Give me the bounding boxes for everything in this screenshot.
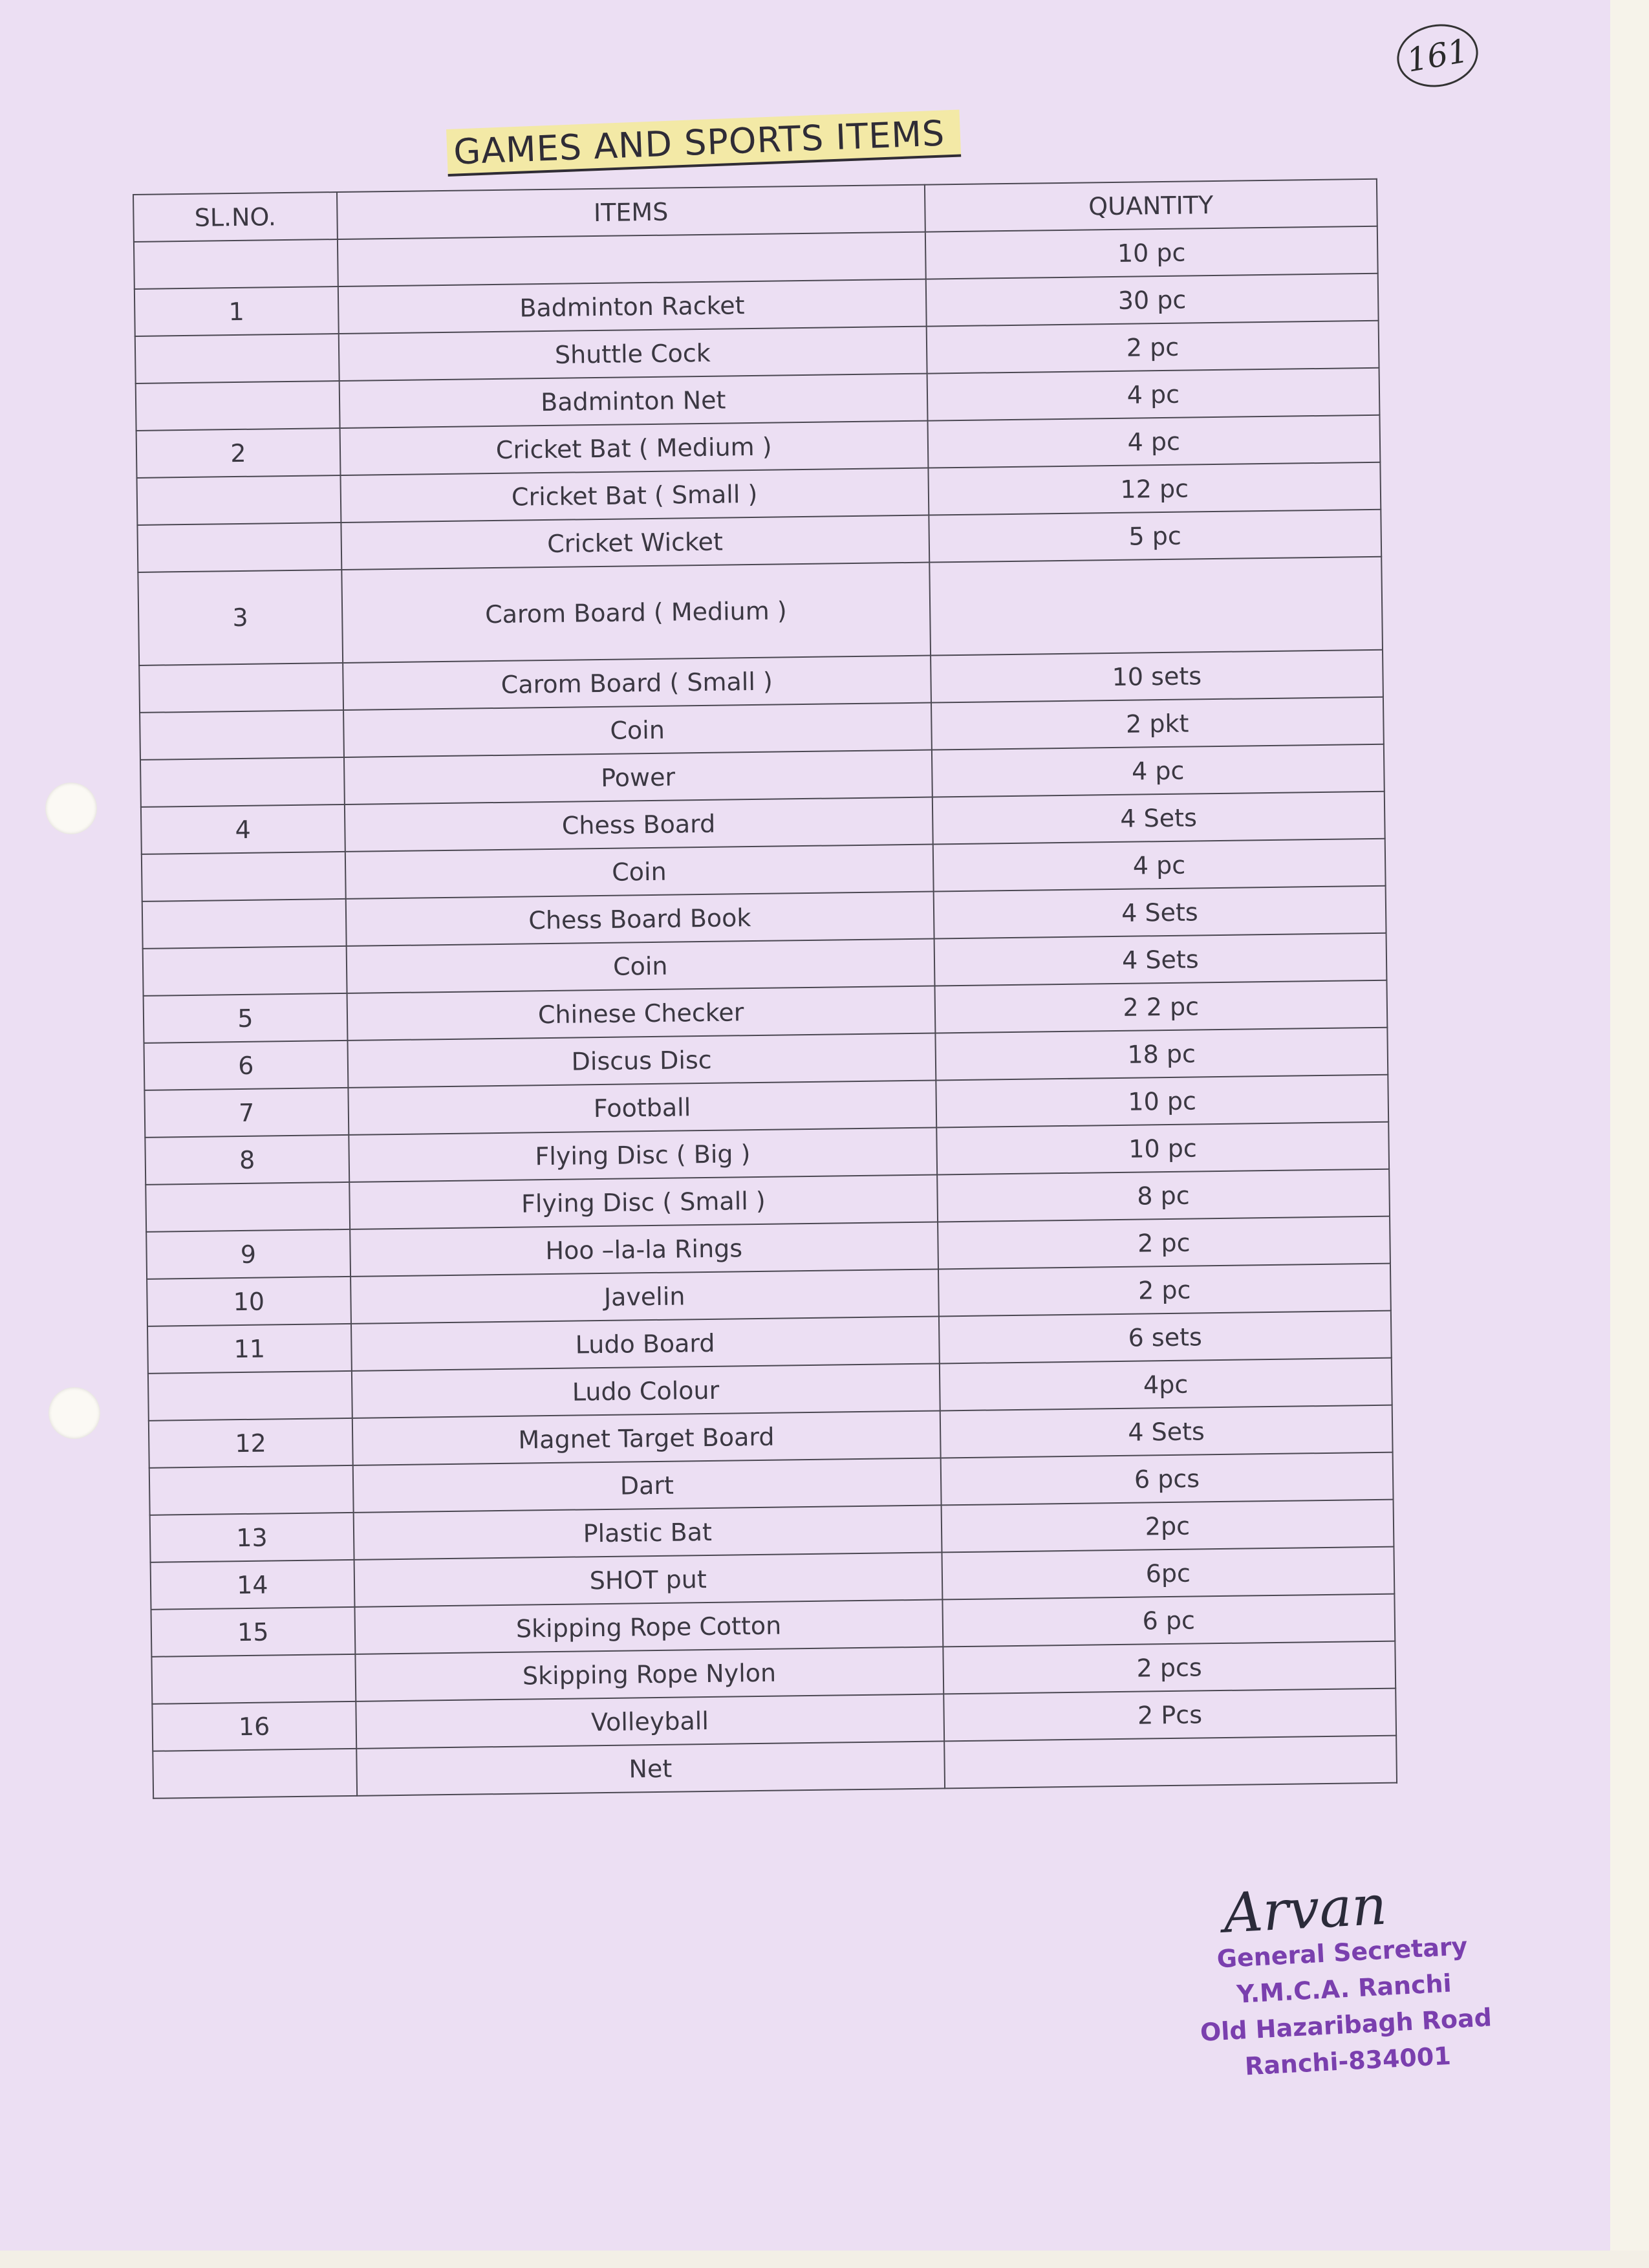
cell-sl-no (151, 1654, 356, 1704)
cell-sl-no: 2 (136, 428, 341, 478)
cell-item: Cricket Wicket (341, 515, 929, 570)
cell-quantity: 5 pc (929, 510, 1381, 563)
cell-quantity (929, 557, 1383, 656)
cell-quantity: 4pc (940, 1358, 1392, 1411)
cell-sl-no (146, 1182, 350, 1232)
cell-sl-no (139, 663, 343, 713)
cell-sl-no (134, 239, 338, 289)
header-items: ITEMS (337, 185, 925, 239)
cell-item: Flying Disc ( Small ) (349, 1174, 938, 1229)
cell-quantity: 2 pkt (931, 697, 1384, 750)
cell-item: Cricket Bat ( Medium ) (339, 421, 928, 475)
cell-item: Coin (345, 845, 934, 899)
cell-sl-no: 7 (144, 1088, 349, 1138)
cell-quantity: 18 pc (935, 1028, 1388, 1081)
stamp-line-address: Old Hazaribagh Road (1199, 2003, 1493, 2047)
cell-item: SHOT put (354, 1552, 942, 1606)
cell-quantity: 6pc (942, 1547, 1394, 1600)
stamp-line-org: Y.M.C.A. Ranchi (1236, 1969, 1452, 2009)
cell-item: Ludo Colour (352, 1363, 940, 1418)
cell-sl-no (148, 1371, 352, 1421)
cell-item: Cricket Bat ( Small ) (340, 468, 929, 523)
cell-sl-no: 5 (144, 993, 348, 1043)
cell-quantity: 2 2 pc (934, 980, 1387, 1033)
cell-sl-no: 8 (145, 1135, 349, 1185)
cell-quantity: 2 Pcs (943, 1689, 1396, 1742)
cell-quantity: 6 sets (939, 1311, 1392, 1364)
cell-sl-no (135, 334, 339, 383)
cell-item: Badminton Net (339, 374, 927, 428)
cell-sl-no: 10 (147, 1277, 351, 1326)
cell-sl-no (140, 710, 344, 760)
cell-quantity: 2 pcs (943, 1641, 1396, 1694)
cell-sl-no: 13 (150, 1513, 354, 1562)
cell-sl-no (142, 899, 347, 949)
cell-item: Power (344, 750, 932, 805)
cell-quantity: 10 pc (925, 226, 1378, 279)
cell-item: Hoo –la-la Rings (350, 1222, 938, 1276)
cell-sl-no (149, 1465, 354, 1515)
cell-item: Flying Disc ( Big ) (349, 1127, 937, 1182)
cell-quantity: 10 sets (931, 650, 1383, 703)
cell-quantity: 4 pc (927, 415, 1380, 468)
cell-quantity: 2 pc (938, 1264, 1391, 1317)
cell-quantity: 6 pcs (940, 1453, 1393, 1506)
cell-item: Skipping Rope Nylon (355, 1647, 943, 1701)
cell-sl-no (140, 757, 345, 807)
cell-sl-no (136, 381, 340, 431)
cell-sl-no: 4 (141, 805, 345, 854)
cell-quantity: 4 Sets (933, 886, 1386, 939)
cell-item: Chinese Checker (347, 986, 935, 1041)
cell-quantity: 6 pc (942, 1594, 1395, 1647)
cell-quantity: 10 pc (936, 1122, 1389, 1175)
cell-quantity: 4 Sets (934, 933, 1386, 986)
cell-quantity: 30 pc (925, 274, 1378, 327)
cell-quantity: 2 pc (926, 321, 1379, 374)
cell-sl-no: 9 (146, 1229, 350, 1279)
cell-item: Skipping Rope Cotton (354, 1599, 943, 1654)
punch-hole-upper (45, 783, 97, 834)
cell-item: Plastic Bat (353, 1505, 942, 1559)
punch-hole-lower (48, 1387, 100, 1439)
cell-sl-no: 15 (151, 1607, 356, 1657)
cell-sl-no (137, 523, 341, 572)
cell-item: Badminton Racket (338, 279, 927, 334)
cell-sl-no: 6 (144, 1041, 348, 1090)
cell-item: Magnet Target Board (352, 1410, 941, 1465)
table-body (134, 226, 1397, 1798)
cell-item: Chess Board (345, 797, 933, 852)
page-number: 161 (1392, 18, 1483, 93)
cell-quantity: 4 Sets (940, 1405, 1392, 1458)
stamp-line-title: General Secretary (1216, 1932, 1469, 1974)
header-quantity: QUANTITY (925, 179, 1377, 232)
signature: Arvan (1222, 1873, 1388, 1945)
table-row (138, 557, 1383, 665)
cell-sl-no (153, 1749, 357, 1798)
cell-sl-no: 1 (135, 286, 339, 336)
cell-item: Shuttle Cock (338, 327, 927, 381)
items-table-container (133, 178, 1397, 1799)
cell-sl-no: 12 (149, 1418, 353, 1468)
cell-sl-no (137, 475, 341, 525)
cell-quantity: 2 pc (938, 1216, 1390, 1269)
cell-item: Chess Board Book (345, 892, 934, 946)
cell-quantity: 4 Sets (932, 792, 1385, 845)
header-sl-no: SL.NO. (133, 192, 338, 242)
scan-edge-bottom (0, 2251, 1649, 2268)
cell-item: Coin (343, 703, 932, 757)
cell-item: Net (356, 1741, 945, 1795)
cell-item: Carom Board ( Medium ) (341, 563, 931, 663)
official-stamp (1183, 1872, 1503, 2088)
cell-sl-no: 3 (138, 570, 343, 665)
cell-sl-no: 14 (151, 1560, 355, 1610)
cell-item: Volleyball (356, 1694, 944, 1748)
cell-quantity: 2pc (941, 1500, 1394, 1553)
cell-sl-no: 16 (152, 1701, 356, 1751)
cell-item: Discus Disc (347, 1033, 936, 1088)
cell-quantity: 12 pc (928, 462, 1381, 515)
cell-item: Carom Board ( Small ) (343, 656, 931, 710)
cell-item: Javelin (350, 1269, 939, 1323)
cell-quantity: 4 pc (927, 368, 1379, 421)
items-table (133, 178, 1397, 1799)
cell-sl-no (143, 946, 347, 996)
cell-sl-no: 11 (147, 1324, 352, 1374)
cell-sl-no (142, 852, 346, 902)
cell-quantity: 8 pc (937, 1169, 1390, 1222)
cell-item: Ludo Board (351, 1316, 940, 1370)
scan-edge-right (1610, 0, 1649, 2268)
cell-quantity: 4 pc (932, 744, 1385, 797)
cell-item: Football (348, 1081, 936, 1135)
cell-item: Coin (346, 939, 934, 993)
cell-item: Dart (352, 1458, 941, 1512)
cell-item (338, 232, 926, 286)
stamp-line-pincode: Ranchi-834001 (1244, 2041, 1452, 2081)
page-title: GAMES AND SPORTS ITEMS (446, 110, 961, 177)
cell-quantity: 4 pc (932, 839, 1385, 892)
cell-quantity: 10 pc (936, 1075, 1388, 1128)
cell-quantity (944, 1736, 1397, 1789)
